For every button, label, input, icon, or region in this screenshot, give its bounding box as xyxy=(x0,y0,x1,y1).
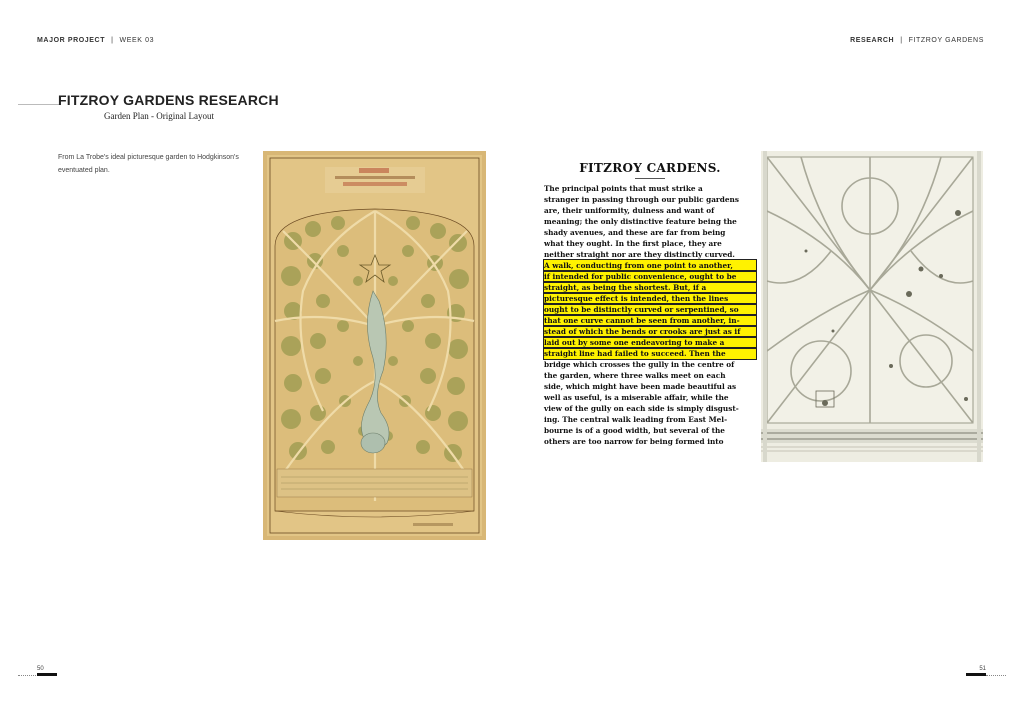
plan-title-text xyxy=(359,168,389,173)
clipping-line: neither straight nor are they distinctly curved. xyxy=(544,250,735,259)
clipping-line: what they ought. In the first place, they are xyxy=(544,239,722,248)
project-label: MAJOR PROJECT xyxy=(37,37,106,44)
clipping-rule xyxy=(635,178,665,179)
clipping-line: ought to be distinctly curved or serpentined, so xyxy=(544,304,756,315)
footer-dots-left xyxy=(18,675,38,676)
header-right xyxy=(850,37,984,44)
page-title: FITZROY GARDENS RESEARCH xyxy=(58,92,279,108)
clipping-line: meaning; the only distinctive feature being the xyxy=(544,217,737,226)
title-rule xyxy=(18,104,60,105)
topic-label: FITZROY GARDENS xyxy=(908,37,984,44)
page-number-right: 51 xyxy=(979,666,986,672)
clipping-line: stranger in passing through our public gardens xyxy=(544,195,739,204)
clipping-title: FITZROY CARDENS. xyxy=(579,161,721,175)
clipping-line: others are too narrow for being formed into xyxy=(544,437,724,446)
clipping-line: well as useful, is a miserable affair, while the xyxy=(544,393,729,402)
week-label: WEEK 03 xyxy=(119,37,155,44)
clipping-line: picturesque effect is intended, then the lines xyxy=(544,293,756,304)
header-left xyxy=(37,37,154,44)
clipping-line: laid out by some one endeavoring to make a xyxy=(544,337,756,348)
clipping-line: straight line had failed to succeed. Then the xyxy=(544,348,756,359)
garden-plan-image xyxy=(263,151,486,540)
garden-map-image xyxy=(761,151,983,462)
clipping-line: view of the gully on each side is simply disgust- xyxy=(544,404,739,413)
footer-bar-left xyxy=(37,673,57,676)
footer-dots-right xyxy=(986,675,1006,676)
header-divider: | xyxy=(900,37,903,44)
page-number-left: 50 xyxy=(37,666,44,672)
clipping-line: straight, as being the shortest. But, if a xyxy=(544,282,756,293)
clipping-line: side, which might have been made beautiful as xyxy=(544,382,737,391)
clipping-line: stead of which the bends or crooks are just as if xyxy=(544,326,756,337)
newspaper-clipping xyxy=(543,151,757,461)
clipping-line: The principal points that must strike a xyxy=(544,184,703,193)
clipping-line: if intended for public convenience, ought to be xyxy=(544,271,756,282)
clipping-line: bridge which crosses the gully in the centre of xyxy=(544,360,735,369)
clipping-line: the garden, where three walks meet on each xyxy=(544,371,726,380)
clipping-line: A walk, conducting from one point to another, xyxy=(544,260,756,271)
garden-map-drawing xyxy=(761,151,983,462)
garden-plan-drawing xyxy=(263,151,486,540)
section-label: RESEARCH xyxy=(850,37,895,44)
description-text: From La Trobe's ideal picturesque garden to Hodgkinson's eventuated plan. xyxy=(58,154,239,174)
clipping-line: that one curve cannot be seen from another, in- xyxy=(544,315,756,326)
footer-bar-right xyxy=(966,673,986,676)
clipping-line: are, their uniformity, dulness and want of xyxy=(544,206,715,215)
header-divider: | xyxy=(111,37,114,44)
page-subtitle: Garden Plan - Original Layout xyxy=(104,111,214,121)
clipping-line: shady avenues, and these are far from being xyxy=(544,228,726,237)
clipping-line: ing. The central walk leading from East Mel- xyxy=(544,415,728,424)
clipping-line: bourne is of a good width, but several of the xyxy=(544,426,725,435)
clipping-text xyxy=(543,183,757,447)
